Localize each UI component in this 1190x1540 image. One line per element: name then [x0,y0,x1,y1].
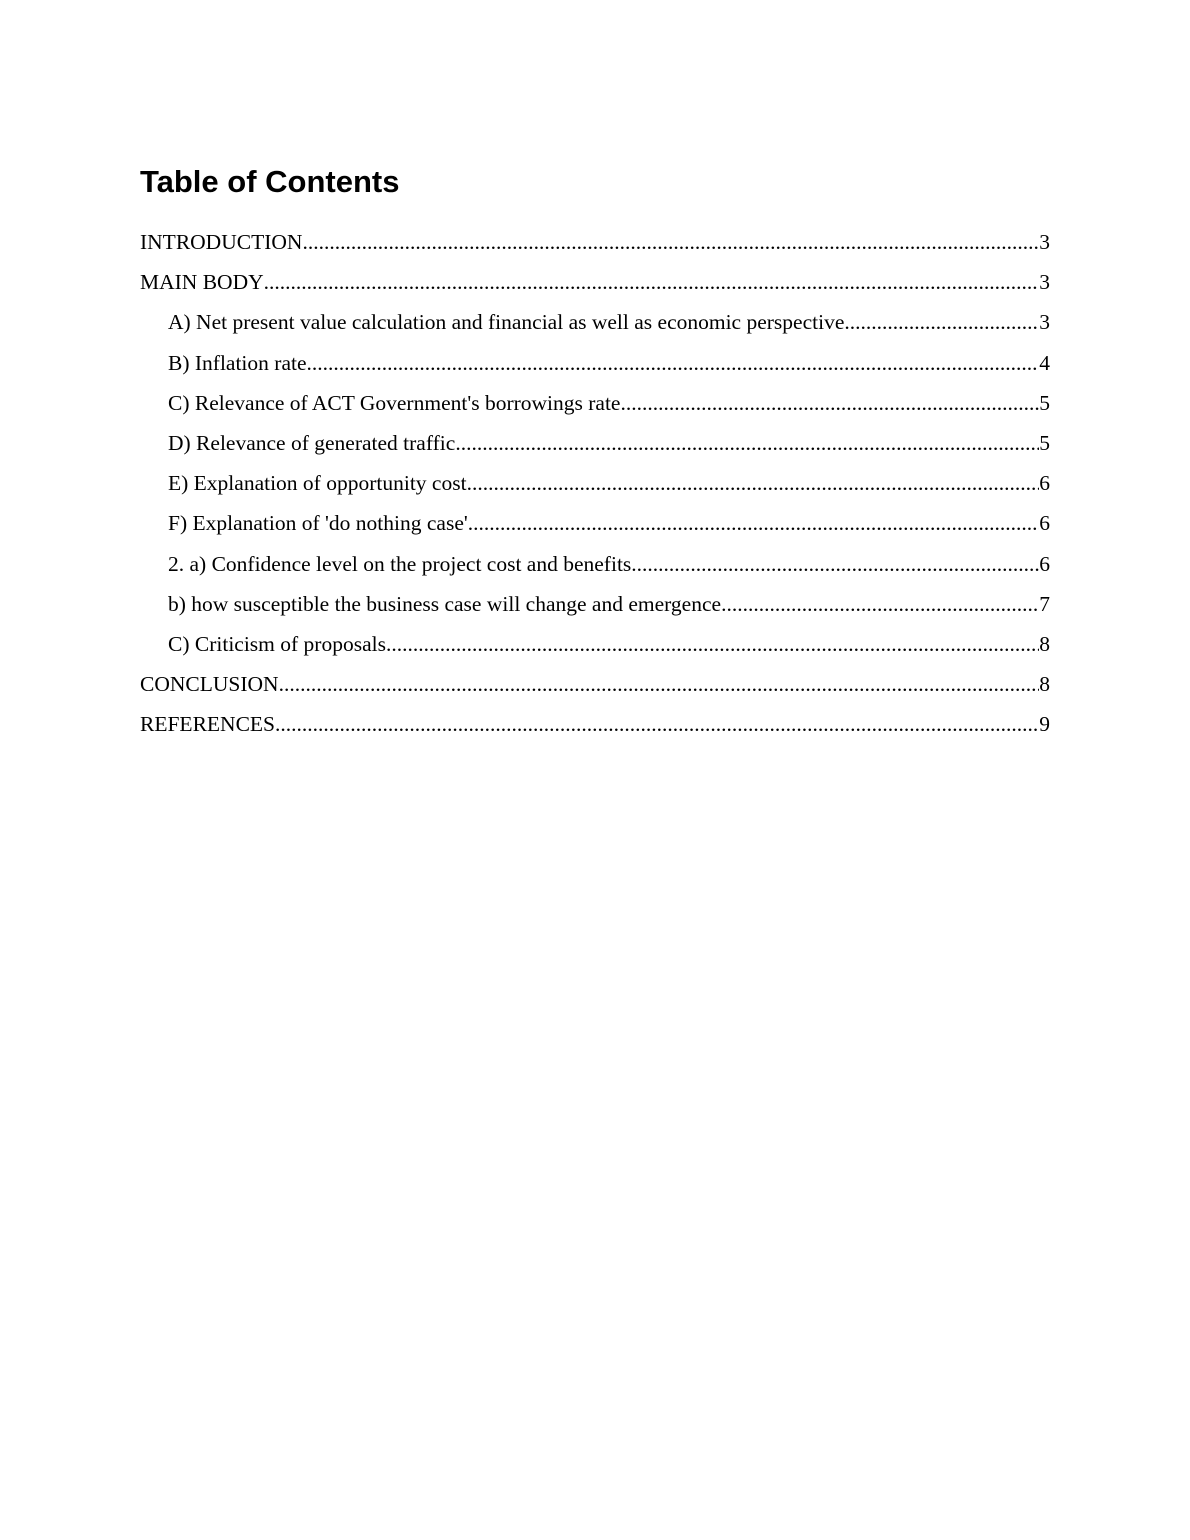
toc-entry-label: B) Inflation rate [168,350,307,375]
toc-page-number: 4 [1039,350,1050,375]
toc-page-number: 3 [1039,230,1050,254]
toc-entry-generated-traffic[interactable] [140,429,1050,469]
toc-entry-label: b) how susceptible the business case will change and emergence [168,591,722,616]
toc-dot-leader [386,630,1039,658]
toc-page-number: 6 [1039,551,1050,576]
toc-entry-label: CONCLUSION [140,672,279,697]
toc-dot-leader [302,228,1039,256]
toc-entry-opportunity-cost[interactable] [140,469,1050,509]
toc-dot-leader [631,550,1039,578]
toc-dot-leader [468,509,1040,537]
toc-page-number: 9 [1039,712,1050,737]
toc-entry-references[interactable] [140,710,1050,750]
toc-entry-label: D) Relevance of generated traffic [168,430,456,455]
toc-dot-leader [279,670,1040,698]
toc-entry-business-case-susceptibility[interactable] [140,590,1050,630]
toc-dot-leader [264,268,1040,296]
toc-entry-label: 2. a) Confidence level on the project cost and benefits [168,551,632,576]
toc-entry-do-nothing-case[interactable] [140,509,1050,549]
toc-dot-leader [467,469,1040,497]
toc-dot-leader [455,429,1039,457]
toc-entry-label: C) Relevance of ACT Government's borrowings rate [168,390,621,415]
toc-dot-leader [307,349,1040,377]
toc-entry-main-body[interactable] [140,268,1050,308]
toc-entry-label: INTRODUCTION [140,230,303,254]
toc-entry-borrowings-rate[interactable] [140,389,1050,429]
toc-page-number: 3 [1039,310,1050,335]
toc-entry-label: MAIN BODY [140,270,264,295]
toc-list [140,228,1050,750]
toc-dot-leader [721,590,1039,618]
toc-page-number: 8 [1039,631,1050,656]
toc-entry-net-present-value[interactable] [140,308,1050,348]
toc-dot-leader [275,710,1039,738]
toc-entry-label: A) Net present value calculation and financial as well as economic perspective [168,310,845,335]
toc-entry-confidence-level[interactable] [140,550,1050,590]
toc-entry-label: E) Explanation of opportunity cost [168,471,467,496]
toc-page-number: 7 [1039,591,1050,616]
toc-entry-label: REFERENCES [140,712,275,737]
toc-entry-label: F) Explanation of 'do nothing case' [168,511,468,536]
toc-dot-leader [844,308,1039,336]
toc-entry-label: C) Criticism of proposals [168,631,386,656]
toc-page-number: 6 [1039,471,1050,496]
toc-dot-leader [620,389,1039,417]
toc-entry-criticism-of-proposals[interactable] [140,630,1050,670]
toc-page-number: 8 [1039,672,1050,697]
toc-page-number: 6 [1039,511,1050,536]
toc-page-number: 3 [1039,270,1050,295]
toc-page-number: 5 [1039,430,1050,455]
toc-entry-conclusion[interactable] [140,670,1050,710]
toc-entry-inflation-rate[interactable] [140,349,1050,389]
toc-title: Table of Contents [140,164,400,199]
toc-page-number: 5 [1039,390,1050,415]
toc-entry-introduction[interactable] [140,228,1050,268]
